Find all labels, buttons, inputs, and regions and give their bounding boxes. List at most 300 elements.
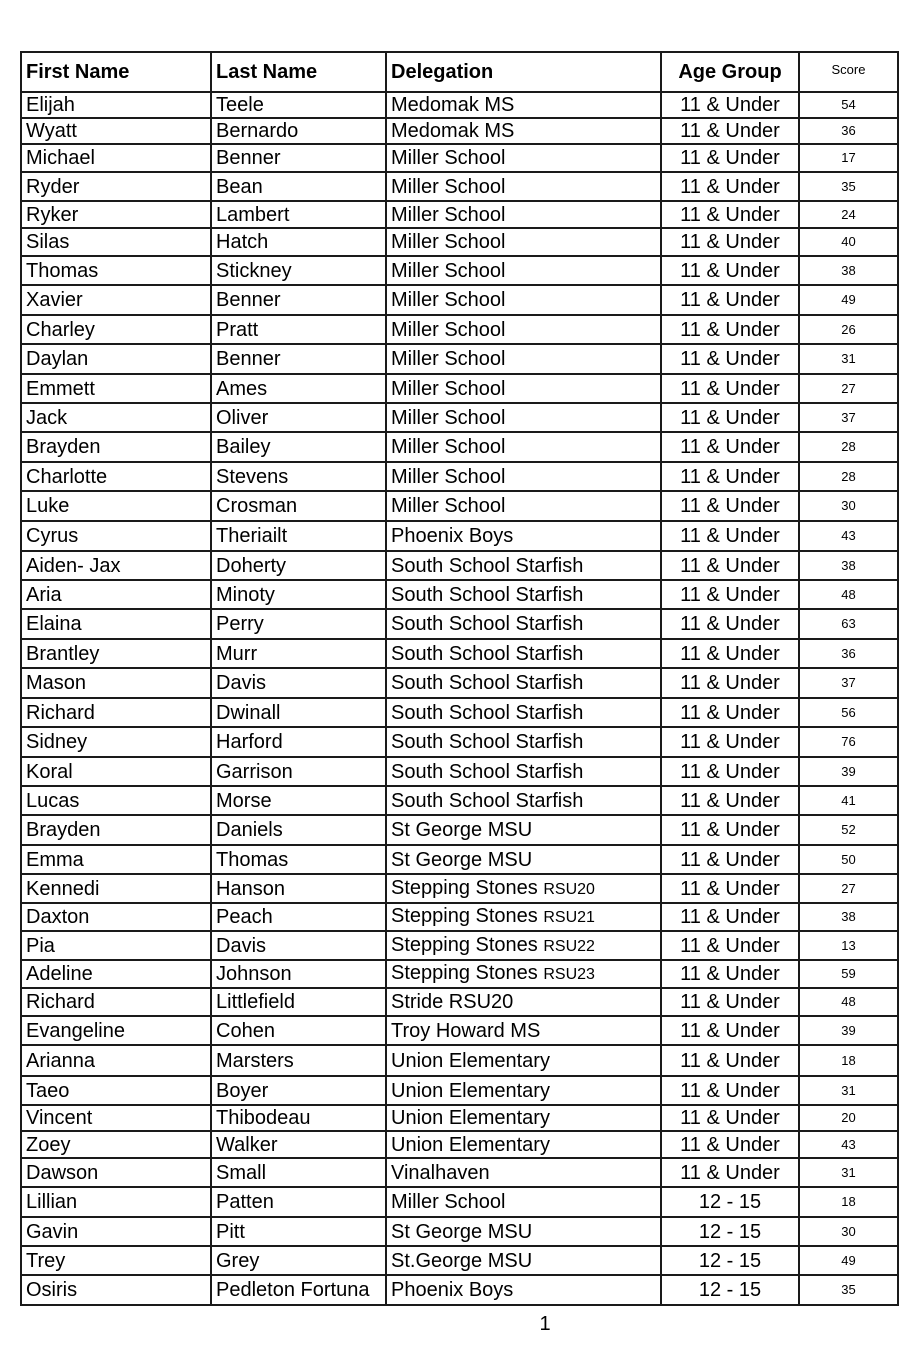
table-row <box>21 1131 898 1158</box>
table-row <box>21 931 898 960</box>
first-name-cell: Adeline <box>21 960 211 988</box>
last-name-cell: Marsters <box>211 1045 386 1076</box>
delegation-name: St George MSU <box>391 819 533 841</box>
age-group-cell: 11 & Under <box>661 374 799 403</box>
delegation-cell <box>386 727 661 757</box>
last-name-cell: Benner <box>211 144 386 172</box>
delegation-cell <box>386 551 661 580</box>
first-name-cell: Brayden <box>21 815 211 845</box>
last-name-cell: Minoty <box>211 580 386 609</box>
last-name-cell: Littlefield <box>211 988 386 1016</box>
age-group-cell: 11 & Under <box>661 874 799 903</box>
age-group-cell: 12 - 15 <box>661 1275 799 1305</box>
age-group-cell: 11 & Under <box>661 727 799 757</box>
last-name-cell: Hanson <box>211 874 386 903</box>
table-row <box>21 698 898 727</box>
delegation-name: Union Elementary <box>391 1049 550 1072</box>
delegation-cell <box>386 580 661 609</box>
table-row <box>21 815 898 845</box>
delegation-cell <box>386 228 661 256</box>
score-cell: 38 <box>799 903 898 931</box>
score-cell: 35 <box>799 1275 898 1305</box>
score-cell: 37 <box>799 668 898 698</box>
age-group-cell: 11 & Under <box>661 639 799 668</box>
score-cell: 48 <box>799 580 898 609</box>
table-row <box>21 668 898 698</box>
table-body <box>21 92 898 1305</box>
table-row <box>21 491 898 521</box>
last-name-cell: Oliver <box>211 403 386 432</box>
age-group-cell: 12 - 15 <box>661 1217 799 1246</box>
delegation-cell <box>386 1158 661 1187</box>
score-cell: 30 <box>799 491 898 521</box>
delegation-cell <box>386 1045 661 1076</box>
first-name-cell: Jack <box>21 403 211 432</box>
score-cell: 52 <box>799 815 898 845</box>
last-name-cell: Peach <box>211 903 386 931</box>
delegation-name: Miller School <box>391 465 506 488</box>
first-name-cell: Daylan <box>21 344 211 374</box>
delegation-name: South School Starfish <box>391 789 584 812</box>
last-name-cell: Patten <box>211 1187 386 1217</box>
delegation-cell <box>386 256 661 285</box>
first-name-cell: Xavier <box>21 285 211 315</box>
last-name-cell: Dwinall <box>211 698 386 727</box>
first-name-cell: Sidney <box>21 727 211 757</box>
delegation-cell <box>386 931 661 960</box>
age-group-cell: 11 & Under <box>661 315 799 344</box>
table-row <box>21 1016 898 1045</box>
delegation-cell <box>386 92 661 118</box>
table-row <box>21 1158 898 1187</box>
table-row <box>21 201 898 228</box>
last-name-cell: Garrison <box>211 757 386 786</box>
delegation-name: Miller School <box>391 175 506 198</box>
first-name-cell: Lillian <box>21 1187 211 1217</box>
last-name-cell: Pitt <box>211 1217 386 1246</box>
delegation-cell <box>386 1016 661 1045</box>
first-name-cell: Kennedi <box>21 874 211 903</box>
score-cell: 54 <box>799 92 898 118</box>
delegation-name: Miller School <box>391 495 506 517</box>
delegation-cell <box>386 1131 661 1158</box>
first-name-cell: Zoey <box>21 1131 211 1158</box>
score-cell: 59 <box>799 960 898 988</box>
score-cell: 13 <box>799 931 898 960</box>
score-cell: 48 <box>799 988 898 1016</box>
table-row <box>21 1217 898 1246</box>
first-name-cell: Ryker <box>21 201 211 228</box>
delegation-name: Stepping Stones <box>391 933 544 956</box>
score-cell: 49 <box>799 285 898 315</box>
first-name-cell: Mason <box>21 668 211 698</box>
first-name-cell: Charley <box>21 315 211 344</box>
header-row <box>21 52 898 92</box>
delegation-name: Medomak MS <box>391 120 515 142</box>
delegation-name: St George MSU <box>391 1220 533 1243</box>
age-group-cell: 11 & Under <box>661 1158 799 1187</box>
delegation-name: Stepping Stones <box>391 876 544 899</box>
first-name-cell: Richard <box>21 698 211 727</box>
first-name-cell: Michael <box>21 144 211 172</box>
delegation-name: Miller School <box>391 147 506 169</box>
score-cell: 38 <box>799 256 898 285</box>
age-group-cell: 11 & Under <box>661 256 799 285</box>
last-name-cell: Cohen <box>211 1016 386 1045</box>
delegation-cell <box>386 815 661 845</box>
delegation-name: Phoenix Boys <box>391 1279 514 1301</box>
score-cell: 36 <box>799 118 898 144</box>
delegation-cell <box>386 462 661 491</box>
first-name-cell: Pia <box>21 931 211 960</box>
last-name-cell: Morse <box>211 786 386 815</box>
age-group-cell: 11 & Under <box>661 144 799 172</box>
score-cell: 24 <box>799 201 898 228</box>
delegation-name: Miller School <box>391 377 506 400</box>
first-name-cell: Brayden <box>21 432 211 462</box>
delegation-suffix: RSU21 <box>543 909 595 926</box>
score-cell: 28 <box>799 432 898 462</box>
last-name-cell: Teele <box>211 92 386 118</box>
delegation-cell <box>386 1076 661 1105</box>
score-cell: 40 <box>799 228 898 256</box>
age-group-cell: 11 & Under <box>661 118 799 144</box>
delegation-cell <box>386 118 661 144</box>
table-row <box>21 344 898 374</box>
score-cell: 50 <box>799 845 898 874</box>
age-group-cell: 11 & Under <box>661 403 799 432</box>
delegation-cell <box>386 521 661 551</box>
last-name-cell: Theriailt <box>211 521 386 551</box>
first-name-cell: Lucas <box>21 786 211 815</box>
delegation-cell <box>386 845 661 874</box>
first-name-cell: Koral <box>21 757 211 786</box>
table-row <box>21 845 898 874</box>
table-row <box>21 960 898 988</box>
delegation-name: South School Starfish <box>391 701 584 724</box>
age-group-cell: 11 & Under <box>661 1045 799 1076</box>
age-group-cell: 11 & Under <box>661 521 799 551</box>
last-name-cell: Hatch <box>211 228 386 256</box>
delegation-name: South School Starfish <box>391 672 584 694</box>
delegation-cell <box>386 403 661 432</box>
score-cell: 20 <box>799 1105 898 1131</box>
age-group-cell: 11 & Under <box>661 757 799 786</box>
roster-table <box>20 51 899 1306</box>
delegation-cell <box>386 960 661 988</box>
last-name-cell: Lambert <box>211 201 386 228</box>
delegation-name: Miller School <box>391 289 506 311</box>
table-row <box>21 228 898 256</box>
score-cell: 26 <box>799 315 898 344</box>
table-row <box>21 256 898 285</box>
delegation-cell <box>386 609 661 639</box>
first-name-cell: Osiris <box>21 1275 211 1305</box>
last-name-cell: Thomas <box>211 845 386 874</box>
age-group-cell: 11 & Under <box>661 344 799 374</box>
age-group-cell: 11 & Under <box>661 1076 799 1105</box>
table-row <box>21 1045 898 1076</box>
last-name-cell: Johnson <box>211 960 386 988</box>
page-number: 1 <box>539 1313 551 1335</box>
first-name-cell: Dawson <box>21 1158 211 1187</box>
delegation-cell <box>386 144 661 172</box>
delegation-cell <box>386 668 661 698</box>
table-row <box>21 639 898 668</box>
table-row <box>21 432 898 462</box>
score-cell: 30 <box>799 1217 898 1246</box>
last-name-cell: Doherty <box>211 551 386 580</box>
delegation-cell <box>386 988 661 1016</box>
last-name-cell: Perry <box>211 609 386 639</box>
delegation-cell <box>386 1217 661 1246</box>
delegation-cell <box>386 639 661 668</box>
delegation-cell <box>386 1105 661 1131</box>
last-name-cell: Bean <box>211 172 386 201</box>
first-name-cell: Arianna <box>21 1045 211 1076</box>
table-row <box>21 315 898 344</box>
last-name-cell: Davis <box>211 931 386 960</box>
delegation-cell <box>386 786 661 815</box>
score-cell: 37 <box>799 403 898 432</box>
table-row <box>21 462 898 491</box>
score-cell: 38 <box>799 551 898 580</box>
age-group-cell: 11 & Under <box>661 1016 799 1045</box>
table-row <box>21 92 898 118</box>
score-cell: 39 <box>799 757 898 786</box>
first-name-cell: Luke <box>21 491 211 521</box>
last-name-cell: Harford <box>211 727 386 757</box>
first-name-cell: Emmett <box>21 374 211 403</box>
delegation-name: Union Elementary <box>391 1079 550 1102</box>
delegation-cell <box>386 874 661 903</box>
table-row <box>21 1187 898 1217</box>
age-group-cell: 11 & Under <box>661 432 799 462</box>
first-name-cell: Silas <box>21 228 211 256</box>
age-group-cell: 11 & Under <box>661 580 799 609</box>
last-name-cell: Bernardo <box>211 118 386 144</box>
age-group-cell: 11 & Under <box>661 92 799 118</box>
header-first-name: First Name <box>21 52 211 92</box>
delegation-name: South School Starfish <box>391 760 584 783</box>
table-row <box>21 1105 898 1131</box>
age-group-cell: 11 & Under <box>661 786 799 815</box>
age-group-cell: 11 & Under <box>661 551 799 580</box>
header-age-group: Age Group <box>661 52 799 92</box>
score-cell: 27 <box>799 374 898 403</box>
delegation-name: Miller School <box>391 203 506 226</box>
delegation-cell <box>386 903 661 931</box>
score-cell: 28 <box>799 462 898 491</box>
delegation-cell <box>386 491 661 521</box>
table-row <box>21 988 898 1016</box>
last-name-cell: Benner <box>211 344 386 374</box>
first-name-cell: Taeo <box>21 1076 211 1105</box>
delegation-cell <box>386 432 661 462</box>
last-name-cell: Benner <box>211 285 386 315</box>
score-cell: 17 <box>799 144 898 172</box>
delegation-cell <box>386 374 661 403</box>
first-name-cell: Aiden- Jax <box>21 551 211 580</box>
delegation-suffix: RSU20 <box>543 880 595 898</box>
delegation-name: South School Starfish <box>391 642 584 665</box>
delegation-cell <box>386 1187 661 1217</box>
score-cell: 43 <box>799 1131 898 1158</box>
delegation-name: Miller School <box>391 1191 506 1213</box>
last-name-cell: Small <box>211 1158 386 1187</box>
table-row <box>21 609 898 639</box>
age-group-cell: 11 & Under <box>661 228 799 256</box>
age-group-cell: 11 & Under <box>661 931 799 960</box>
age-group-cell: 11 & Under <box>661 1105 799 1131</box>
first-name-cell: Daxton <box>21 903 211 931</box>
last-name-cell: Walker <box>211 1131 386 1158</box>
table-row <box>21 903 898 931</box>
age-group-cell: 11 & Under <box>661 815 799 845</box>
delegation-name: Miller School <box>391 436 506 458</box>
table-row <box>21 580 898 609</box>
first-name-cell: Cyrus <box>21 521 211 551</box>
score-cell: 41 <box>799 786 898 815</box>
age-group-cell: 11 & Under <box>661 903 799 931</box>
table-row <box>21 727 898 757</box>
score-cell: 18 <box>799 1045 898 1076</box>
delegation-cell <box>386 201 661 228</box>
age-group-cell: 12 - 15 <box>661 1246 799 1275</box>
table-row <box>21 521 898 551</box>
first-name-cell: Elaina <box>21 609 211 639</box>
first-name-cell: Aria <box>21 580 211 609</box>
delegation-name: Miller School <box>391 231 506 253</box>
table-row <box>21 285 898 315</box>
delegation-name: Troy Howard MS <box>391 1019 541 1042</box>
age-group-cell: 11 & Under <box>661 172 799 201</box>
last-name-cell: Bailey <box>211 432 386 462</box>
first-name-cell: Evangeline <box>21 1016 211 1045</box>
delegation-cell <box>386 1275 661 1305</box>
delegation-name: St.George MSU <box>391 1249 533 1272</box>
table-row <box>21 551 898 580</box>
age-group-cell: 11 & Under <box>661 1131 799 1158</box>
delegation-name: Union Elementary <box>391 1107 550 1129</box>
score-cell: 31 <box>799 344 898 374</box>
header-score: Score <box>799 52 898 92</box>
last-name-cell: Pedleton Fortuna <box>211 1275 386 1305</box>
delegation-name: Vinalhaven <box>391 1161 490 1184</box>
delegation-suffix: RSU23 <box>543 966 595 983</box>
delegation-name: Stepping Stones <box>391 962 544 984</box>
age-group-cell: 11 & Under <box>661 668 799 698</box>
first-name-cell: Elijah <box>21 92 211 118</box>
last-name-cell: Daniels <box>211 815 386 845</box>
score-cell: 63 <box>799 609 898 639</box>
score-cell: 27 <box>799 874 898 903</box>
delegation-name: Miller School <box>391 259 506 282</box>
score-cell: 31 <box>799 1076 898 1105</box>
first-name-cell: Richard <box>21 988 211 1016</box>
score-cell: 49 <box>799 1246 898 1275</box>
delegation-name: South School Starfish <box>391 583 584 606</box>
last-name-cell: Murr <box>211 639 386 668</box>
delegation-name: St George MSU <box>391 848 533 871</box>
table-row <box>21 757 898 786</box>
delegation-name: Stride RSU20 <box>391 991 514 1013</box>
delegation-cell <box>386 172 661 201</box>
table-row <box>21 144 898 172</box>
header-last-name: Last Name <box>211 52 386 92</box>
table-row <box>21 1246 898 1275</box>
last-name-cell: Crosman <box>211 491 386 521</box>
first-name-cell: Vincent <box>21 1105 211 1131</box>
first-name-cell: Gavin <box>21 1217 211 1246</box>
age-group-cell: 12 - 15 <box>661 1187 799 1217</box>
last-name-cell: Pratt <box>211 315 386 344</box>
last-name-cell: Grey <box>211 1246 386 1275</box>
last-name-cell: Thibodeau <box>211 1105 386 1131</box>
delegation-name: Stepping Stones <box>391 905 544 927</box>
first-name-cell: Trey <box>21 1246 211 1275</box>
age-group-cell: 11 & Under <box>661 845 799 874</box>
age-group-cell: 11 & Under <box>661 960 799 988</box>
table-row <box>21 1076 898 1105</box>
age-group-cell: 11 & Under <box>661 285 799 315</box>
delegation-name: Medomak MS <box>391 94 515 116</box>
age-group-cell: 11 & Under <box>661 609 799 639</box>
delegation-cell <box>386 757 661 786</box>
last-name-cell: Boyer <box>211 1076 386 1105</box>
delegation-cell <box>386 698 661 727</box>
score-cell: 31 <box>799 1158 898 1187</box>
last-name-cell: Stickney <box>211 256 386 285</box>
table-row <box>21 403 898 432</box>
age-group-cell: 11 & Under <box>661 698 799 727</box>
age-group-cell: 11 & Under <box>661 988 799 1016</box>
first-name-cell: Brantley <box>21 639 211 668</box>
last-name-cell: Davis <box>211 668 386 698</box>
delegation-cell <box>386 315 661 344</box>
table-row <box>21 172 898 201</box>
score-cell: 39 <box>799 1016 898 1045</box>
table-row <box>21 1275 898 1305</box>
last-name-cell: Ames <box>211 374 386 403</box>
age-group-cell: 11 & Under <box>661 462 799 491</box>
first-name-cell: Emma <box>21 845 211 874</box>
table-row <box>21 874 898 903</box>
header-delegation: Delegation <box>386 52 661 92</box>
delegation-name: Union Elementary <box>391 1133 550 1156</box>
delegation-name: Miller School <box>391 348 506 370</box>
delegation-name: Miller School <box>391 406 506 429</box>
age-group-cell: 11 & Under <box>661 201 799 228</box>
delegation-cell <box>386 285 661 315</box>
delegation-name: Miller School <box>391 318 506 341</box>
first-name-cell: Ryder <box>21 172 211 201</box>
score-cell: 36 <box>799 639 898 668</box>
delegation-name: South School Starfish <box>391 731 584 753</box>
delegation-suffix: RSU22 <box>543 937 595 955</box>
delegation-cell <box>386 1246 661 1275</box>
table-row <box>21 118 898 144</box>
table-row <box>21 374 898 403</box>
first-name-cell: Wyatt <box>21 118 211 144</box>
last-name-cell: Stevens <box>211 462 386 491</box>
score-cell: 76 <box>799 727 898 757</box>
delegation-name: Phoenix Boys <box>391 525 514 547</box>
score-cell: 43 <box>799 521 898 551</box>
delegation-name: South School Starfish <box>391 613 584 635</box>
delegation-cell <box>386 344 661 374</box>
score-cell: 56 <box>799 698 898 727</box>
